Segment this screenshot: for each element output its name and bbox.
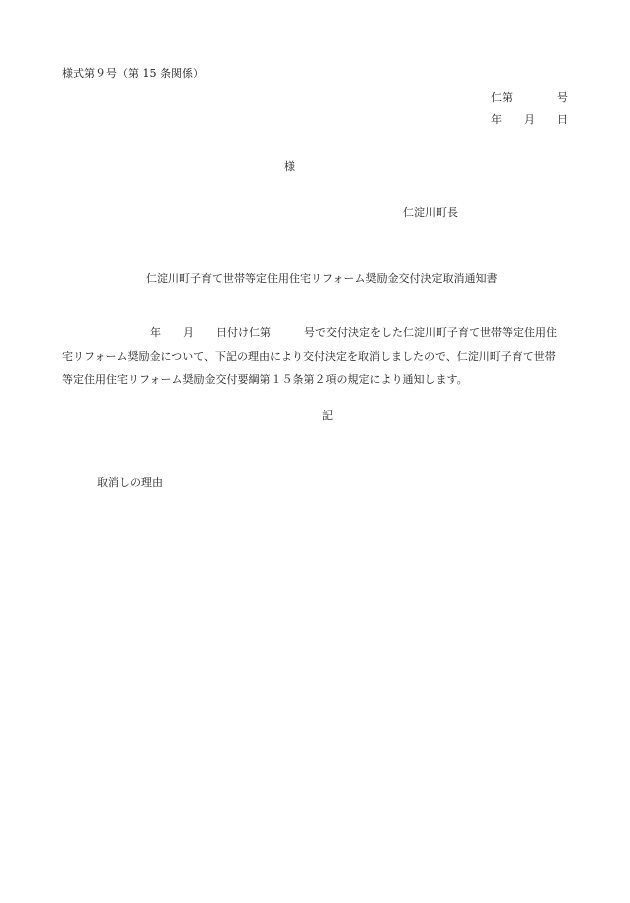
addressee-honorific: 様	[284, 160, 295, 173]
document-title: 仁淀川町子育て世帯等定住用住宅リフォーム奨励金交付決定取消通知書	[146, 272, 498, 285]
date-line: 年 月 日	[491, 113, 568, 126]
issuer-name: 仁淀川町長	[403, 206, 458, 219]
body-line: 宅リフォーム奨励金について、下記の理由により交付決定を取消しましたので、仁淀川町子育て世帯	[62, 349, 556, 363]
body-paragraph	[62, 321, 582, 392]
form-number: 様式第９号（第 15 条関係）	[62, 67, 204, 80]
body-line: 年 月 日付け仁第 号で交付決定をした仁淀川町子育て世帯等定住用住	[62, 326, 557, 339]
body-line: 等定住用住宅リフォーム奨励金交付要綱第１５条第２項の規定により通知します。	[62, 373, 468, 386]
document-number-line: 仁第 号	[491, 91, 568, 104]
ki-heading: 記	[322, 409, 333, 422]
cancellation-reason-label: 取消しの理由	[97, 476, 163, 489]
